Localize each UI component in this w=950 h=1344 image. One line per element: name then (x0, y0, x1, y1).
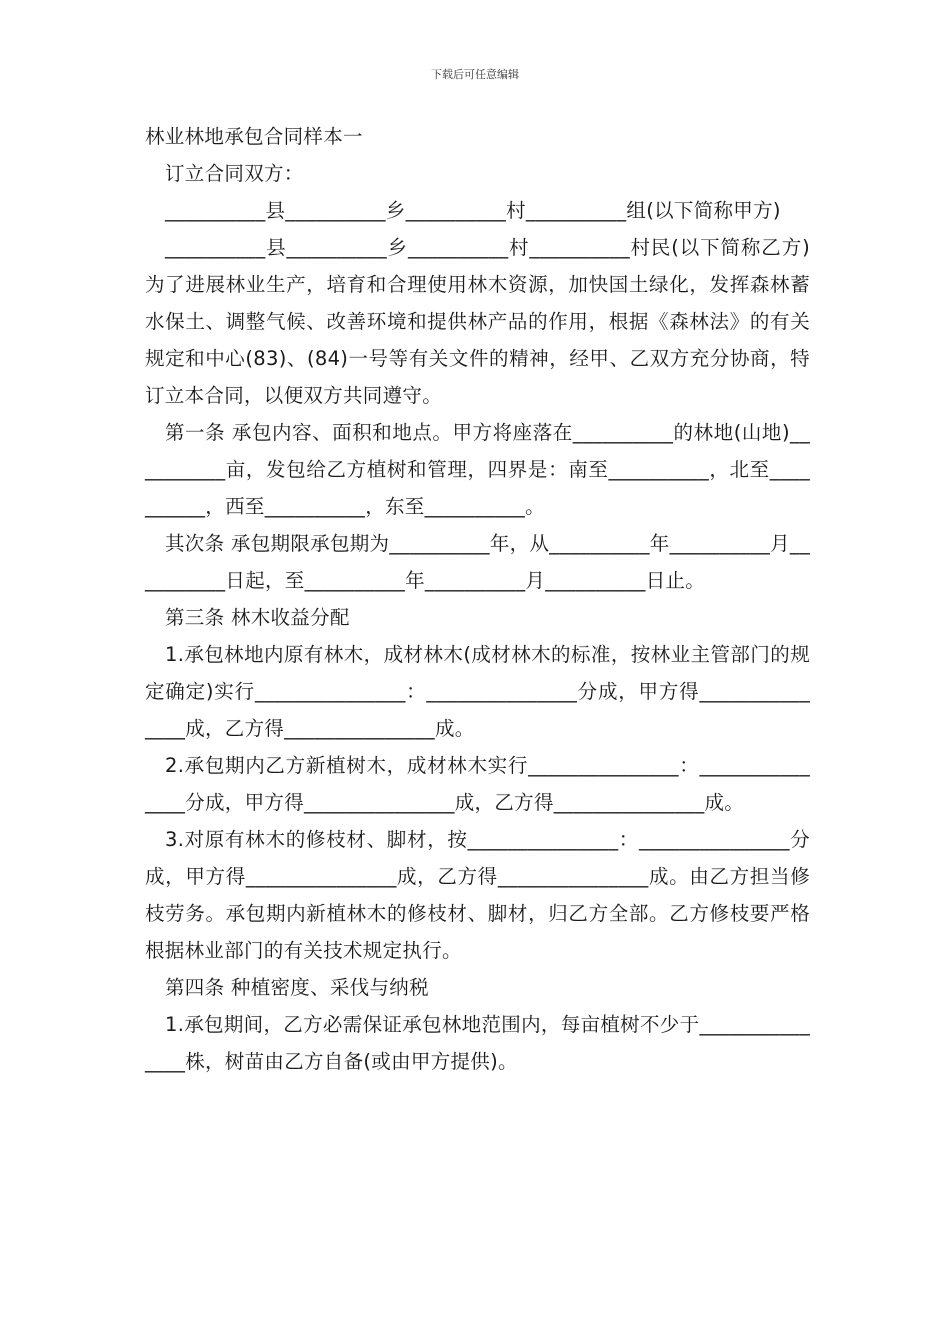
article-4-item-1: 1.承包期间，乙方必需保证承包林地范围内，每亩植树不少于_______________株，树苗由乙方自备(或由甲方提供)。 (145, 1013, 810, 1073)
article-1: 第一条 承包内容、面积和地点。甲方将座落在__________的林地(山地)__________亩，发包给乙方植树和管理，四界是：南至__________，北至__________，西至__________，东至__________。 (145, 421, 810, 518)
article-2: 其次条 承包期限承包期为__________年，从__________年__________月__________日起，至__________年__________月__________日止。 (145, 532, 810, 592)
article-3-item-3: 3.对原有林木的修枝材、脚材，按_______________：_______________分成，甲方得_______________成，乙方得_______________成。由乙方担当修枝劳务。承包期内新植林木的修枝材、脚材，归乙方全部。乙方修枝要严格根据林业部门的有关技术规定执行。 (145, 828, 810, 962)
document-title: 林业林地承包合同样本一 (145, 125, 363, 148)
party-b-preamble: __________县__________乡__________村__________村民(以下简称乙方) 为了进展林业生产，培育和合理使用林木资源，加快国土绿化，发挥森林蓄水保土、调整气候、改善环境和提供林产品的作用，根据《森林法》的有关规定和中心(83)、(84)一号等有关文件的精神，经甲、乙双方充分协商，特订立本合同，以便双方共同遵守。 (145, 236, 810, 407)
party-a-line: __________县__________乡__________村__________组(以下简称甲方) (165, 199, 781, 222)
article-4-heading: 第四条 种植密度、采伐与纳税 (165, 976, 429, 999)
contract-body (145, 118, 810, 1080)
page-header: 下载后可任意编辑 (431, 68, 519, 81)
article-3-item-1: 1.承包林地内原有林木，成材林木(成材林木的标准，按林业主管部门的规定确定)实行_______________：_______________分成，甲方得_______________成，乙方得_______________成。 (145, 643, 810, 740)
article-3-item-2: 2.承包期内乙方新植树木，成材林木实行_______________：_______________分成，甲方得_______________成，乙方得_______________成。 (145, 754, 810, 814)
article-3-heading: 第三条 林木收益分配 (165, 606, 350, 629)
parties-heading: 订立合同双方： (165, 162, 304, 185)
